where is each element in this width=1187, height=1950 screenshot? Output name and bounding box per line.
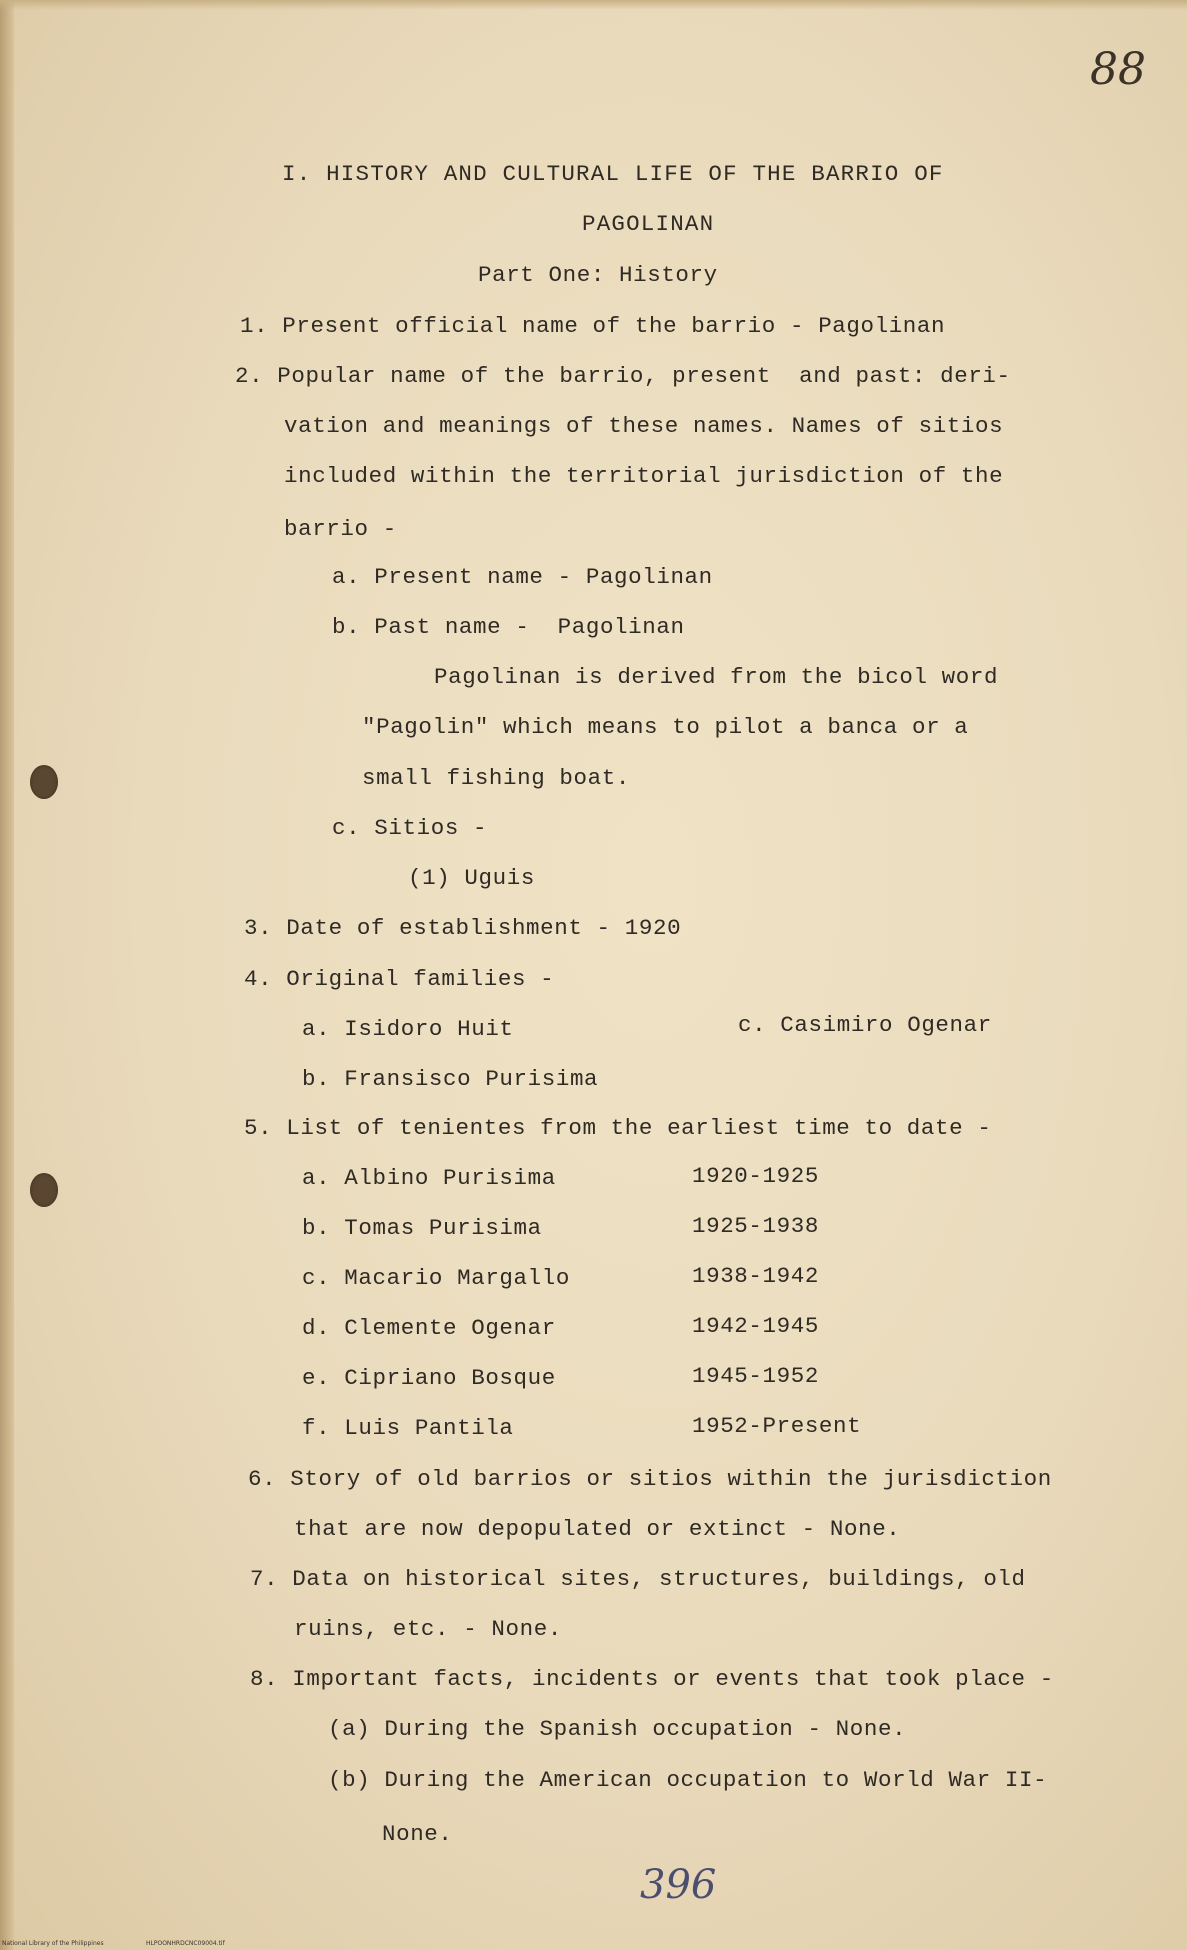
teniente-years: 1945-1952 [692, 1363, 819, 1389]
teniente-years: 1938-1942 [692, 1263, 819, 1289]
text-line: b. Past name - Pagolinan [332, 614, 685, 640]
teniente-name: b. Tomas Purisima [302, 1215, 542, 1241]
text-line: a. Present name - Pagolinan [332, 564, 713, 590]
text-line: 6. Story of old barrios or sitios within the jurisdiction [248, 1466, 1052, 1492]
text-line: "Pagolin" which means to pilot a banca or a [362, 714, 969, 740]
text-line: 7. Data on historical sites, structures, buildings, old [250, 1566, 1026, 1592]
footer-credit: National Library of the Philippines [2, 1940, 104, 1947]
text-line: small fishing boat. [362, 765, 630, 791]
text-line: (a) During the Spanish occupation - None. [328, 1716, 907, 1742]
text-line: c. Casimiro Ogenar [738, 1012, 992, 1038]
text-line: 4. Original families - [244, 966, 555, 992]
text-line: a. Isidoro Huit [302, 1016, 514, 1042]
text-line: (1) Uguis [408, 865, 535, 891]
text-line: (b) During the American occupation to World War II- [328, 1767, 1048, 1793]
page-left-edge [0, 0, 14, 1950]
text-line: b. Fransisco Purisima [302, 1066, 599, 1092]
teniente-years: 1925-1938 [692, 1213, 819, 1239]
handwritten-page-number: 88 [1090, 44, 1146, 95]
text-line: Pagolinan is derived from the bicol word [434, 664, 999, 690]
text-line: c. Sitios - [332, 815, 488, 841]
page-top-edge [0, 0, 1187, 10]
text-line: 3. Date of establishment - 1920 [244, 915, 682, 941]
teniente-name: f. Luis Pantila [302, 1415, 514, 1441]
teniente-name: e. Cipriano Bosque [302, 1365, 556, 1391]
text-line: 2. Popular name of the barrio, present and past: deri- [235, 363, 1011, 389]
text-line: ruins, etc. - None. [294, 1616, 562, 1642]
punch-hole [30, 765, 58, 799]
text-line: 1. Present official name of the barrio - Pagolinan [240, 313, 946, 339]
teniente-years: 1952-Present [692, 1413, 862, 1439]
teniente-name: d. Clemente Ogenar [302, 1315, 556, 1341]
teniente-name: a. Albino Purisima [302, 1165, 556, 1191]
text-line: vation and meanings of these names. Names of sitios [284, 413, 1004, 439]
teniente-years: 1920-1925 [692, 1163, 819, 1189]
punch-hole [30, 1173, 58, 1207]
text-line: 8. Important facts, incidents or events that took place - [250, 1666, 1054, 1692]
footer-filename: HLPOONHRDCNC09004.tif [146, 1940, 225, 1947]
text-line: None. [382, 1821, 453, 1847]
text-line: that are now depopulated or extinct - None. [294, 1516, 901, 1542]
text-line: barrio - [284, 516, 397, 542]
teniente-years: 1942-1945 [692, 1313, 819, 1339]
text-line: 5. List of tenientes from the earliest time to date - [244, 1115, 992, 1141]
handwritten-folio-number: 396 [640, 1862, 717, 1908]
teniente-name: c. Macario Margallo [302, 1265, 570, 1291]
title-line-2: PAGOLINAN [582, 211, 715, 237]
text-line: included within the territorial jurisdiction of the [284, 463, 1004, 489]
section-subtitle: Part One: History [478, 262, 718, 288]
title-line-1: I. HISTORY AND CULTURAL LIFE OF THE BARRIO OF [282, 161, 944, 187]
